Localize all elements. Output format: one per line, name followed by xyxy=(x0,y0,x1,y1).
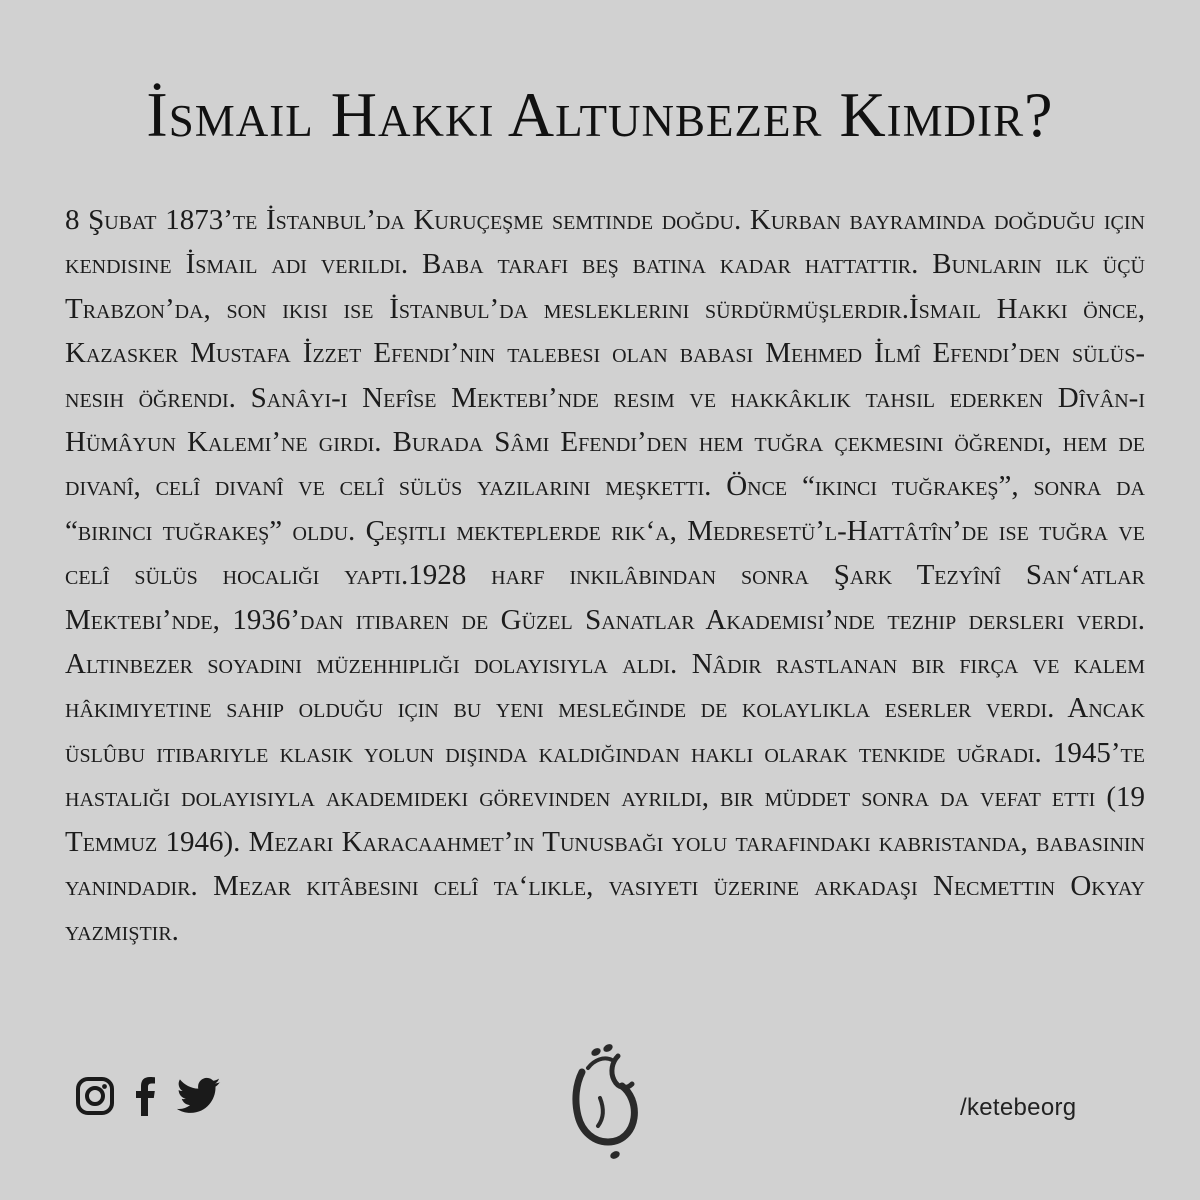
social-handle[interactable]: /ketebeorg xyxy=(960,1094,1077,1121)
facebook-icon[interactable] xyxy=(133,1076,159,1121)
twitter-icon[interactable] xyxy=(177,1077,221,1120)
instagram-icon[interactable] xyxy=(75,1076,115,1121)
biography-paragraph: 8 Şubat 1873’te İstanbul’da Kuruçeşme semtinde doğdu. Kurban bayramında doğduğu için kendisine İsmail adı verildi. Baba tarafı beş batına kadar hattattır. Bunların ilk üçü Trabzon’da, son ikisi ise İstanbul’da mesleklerini sürdürmüşlerdir.İsmail Hakkı önce, Kazasker Mustafa İzzet Efendi’nin talebesi olan babası Mehmed İlmî Efendi’den sülüs-nesih öğrendi. Sanâyi-i Nefîse Mektebi’nde resim ve hakkâklık tahsil ederken Dîvân-ı Hümâyun Kalemi’ne girdi. Burada Sâmi Efendi’den hem tuğra çekmesini öğrendi, hem de divanî, celî divanî ve celî sülüs yazılarını meşketti. Önce “ikinci tuğrakeş”, sonra da “birinci tuğrakeş” oldu. Çeşitli mekteplerde rik‘a, Medresetü’l-Hattâtîn’de ise tuğra ve celî sülüs hocalığı yaptı.1928 harf inkılâbından sonra Şark Tezyînî San‘atlar Mektebi’nde, 1936’dan itibaren de Güzel Sanatlar Akademisi’nde tezhip dersleri verdi. Altınbezer soyadını müzehhipliği dolayısıyla aldı. Nâdir rastlanan bir fırça ve kalem hâkimiyetine sahip olduğu için bu yeni mesleğinde de kolaylıkla eserler verdi. Ancak üslûbu itibariyle klasik yolun dışında kaldığından haklı olarak tenkide uğradı. 1945’te hastalığı dolayısıyla akademideki görevinden ayrıldı, bir müddet sonra da vefat etti (19 Temmuz 1946). Mezarı Karacaahmet’in Tunusbağı yolu tarafındaki kabristanda, babasının yanındadır. Mezar kitâbesini celî ta‘likle, vasiyeti üzerine arkadaşı Necmettin Okyay yazmıştır. xyxy=(65,204,1145,947)
page-title: İsmail Hakkı Altunbezer Kimdir? xyxy=(146,79,1054,150)
ketebe-calligraphy-logo xyxy=(560,1038,644,1162)
social-links xyxy=(75,1076,239,1121)
